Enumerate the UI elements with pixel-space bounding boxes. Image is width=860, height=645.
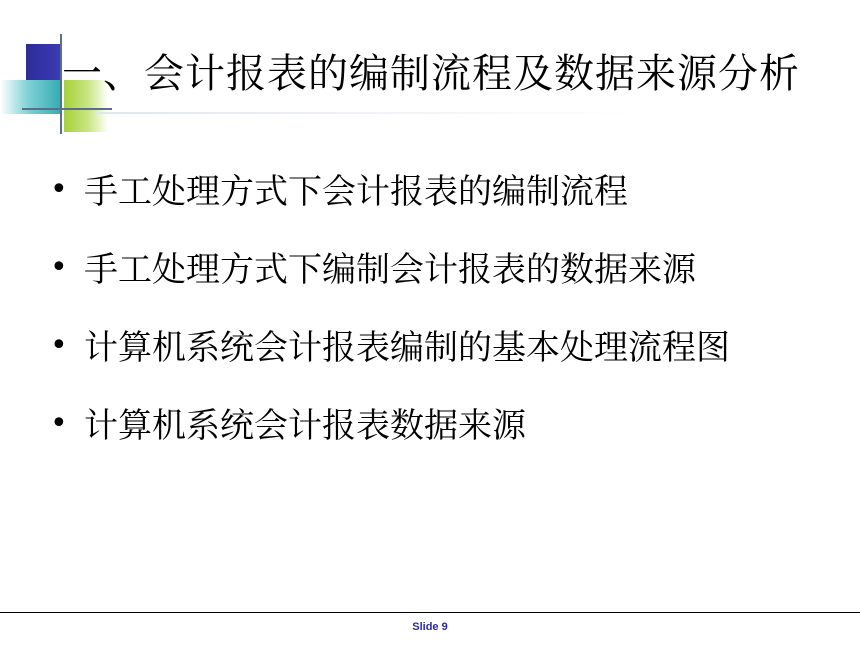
bullet-list	[50, 170, 730, 482]
bullet-item	[50, 404, 730, 482]
bullet-item	[50, 248, 730, 326]
title-underline	[96, 112, 636, 114]
decorative-horizontal-line	[22, 108, 112, 110]
footer-divider	[0, 612, 860, 613]
bullet-text: 计算机系统会计报表数据来源	[84, 406, 526, 446]
slide-title: 一、会计报表的编制流程及数据来源分析	[62, 51, 800, 97]
bullet-text: 手工处理方式下会计报表的编制流程	[84, 172, 628, 212]
bullet-icon: •	[50, 328, 68, 363]
bullet-text: 计算机系统会计报表编制的基本处理流程图	[84, 328, 730, 368]
decorative-blue-block	[26, 44, 62, 80]
bullet-item	[50, 170, 730, 248]
bullet-icon: •	[50, 250, 68, 285]
bullet-item	[50, 326, 730, 404]
bullet-icon: •	[50, 172, 68, 207]
bullet-text: 手工处理方式下编制会计报表的数据来源	[84, 250, 696, 290]
slide-number: Slide 9	[412, 621, 448, 633]
bullet-icon: •	[50, 406, 68, 441]
